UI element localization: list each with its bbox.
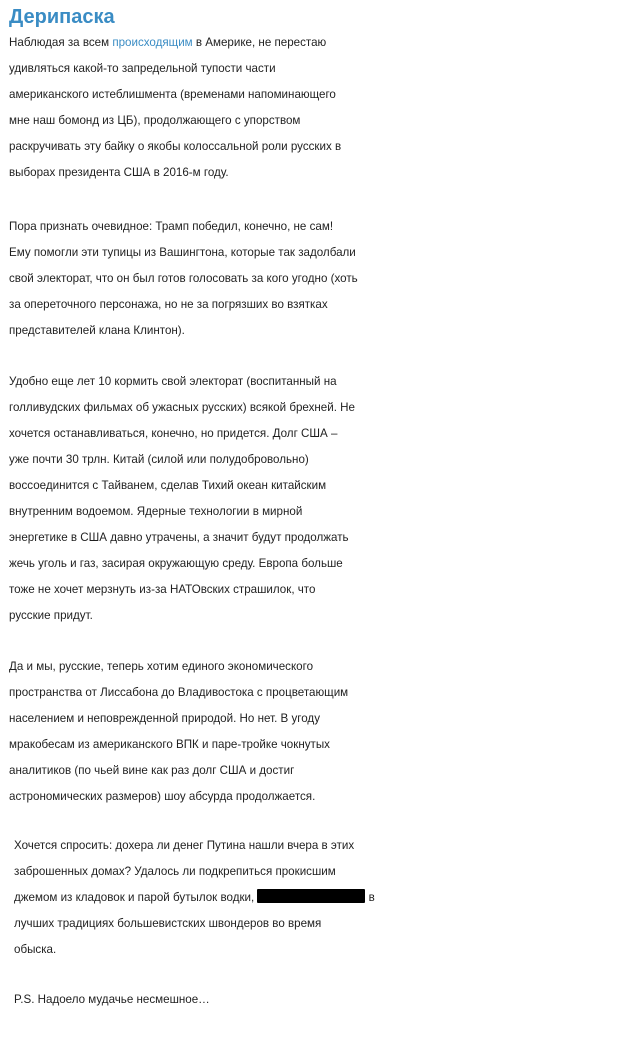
text-line: русские придут. (9, 609, 93, 622)
text-line: свой электорат, что он был готов голосовать за кого угодно (хоть (9, 272, 358, 285)
text-line: аналитиков (по чьей вине как раз долг США и достиг (9, 764, 295, 777)
text-segment: Наблюдая за всем (9, 36, 113, 49)
text-line: мне наш бомонд из ЦБ), продолжающего с упорством (9, 114, 301, 127)
text-line: мракобесам из американского ВПК и паре-тройке чокнутых (9, 738, 330, 751)
text-line: пространства от Лиссабона до Владивостока с процветающим (9, 686, 349, 699)
text-line: населением и неповрежденной природой. Но нет. В угоду (9, 712, 320, 725)
text-line: энергетике в США давно утрачены, а значит будут продолжать (9, 531, 349, 544)
post-paragraph-3 (9, 369, 629, 629)
text-segment: в (365, 891, 375, 904)
text-line: тоже не хочет мерзнуть из-за НАТОвских страшилок, что (9, 583, 316, 596)
text-line: заброшенных домах? Удалось ли подкрепиться прокисшим (14, 865, 336, 878)
text-line: раскручивать эту байку о якобы колоссальной роли русских в (9, 140, 342, 153)
post-author-name[interactable]: Дерипаска (9, 6, 115, 28)
text-line: астрономических размеров) шоу абсурда продолжается. (9, 790, 316, 803)
text-line: воссоединится с Тайванем, сделав Тихий океан китайским (9, 479, 327, 492)
text-line: P.S. Надоело мудачье несмешное… (14, 993, 210, 1006)
text-line: американского истеблишмента (временами напоминающего (9, 88, 336, 101)
text-line: Ему помогли эти тупицы из Вашингтона, которые так задолбали (9, 246, 356, 259)
text-line: Удобно еще лет 10 кормить свой электорат (воспитанный на (9, 375, 337, 388)
hashtag-link[interactable]: происходящим (112, 36, 193, 49)
text-line (14, 885, 632, 911)
text-line: уже почти 30 трлн. Китай (силой или полудобровольно) (9, 453, 309, 466)
text-line: обыска. (14, 943, 57, 956)
text-line: выборах президента США в 2016-м году. (9, 166, 229, 179)
text-line (9, 30, 629, 56)
text-segment: джемом из кладовок и парой бутылок водки, (14, 891, 258, 904)
text-line: внутренним водоемом. Ядерные технологии в мирной (9, 505, 303, 518)
text-line: представителей клана Клинтон). (9, 324, 185, 337)
text-line: удивляться какой-то запредельной тупости части (9, 62, 276, 75)
post-paragraph-4 (9, 654, 629, 810)
text-line: Да и мы, русские, теперь хотим единого экономического (9, 660, 314, 673)
text-line: Хочется спросить: дохера ли денег Путина нашли вчера в этих (14, 839, 355, 852)
text-line: за опереточного персонажа, но не за погрязших во взятках (9, 298, 328, 311)
text-line: голливудских фильмах об ужасных русских) всякой брехней. Не (9, 401, 355, 414)
post-paragraph-5 (14, 833, 632, 963)
text-line: Пора признать очевидное: Трамп победил, конечно, не сам! (9, 220, 334, 233)
text-line: лучших традициях большевистских швондеров во время (14, 917, 322, 930)
text-line: жечь уголь и газ, засирая окружающую среду. Европа больше (9, 557, 343, 570)
post-paragraph-6 (14, 987, 632, 1013)
text-line: хочется останавливаться, конечно, но придется. Долг США – (9, 427, 338, 440)
text-segment: в Америке, не перестаю (192, 36, 327, 49)
post-paragraph-1 (9, 30, 629, 186)
post-paragraph-2 (9, 214, 629, 344)
redaction-bar (257, 889, 365, 903)
